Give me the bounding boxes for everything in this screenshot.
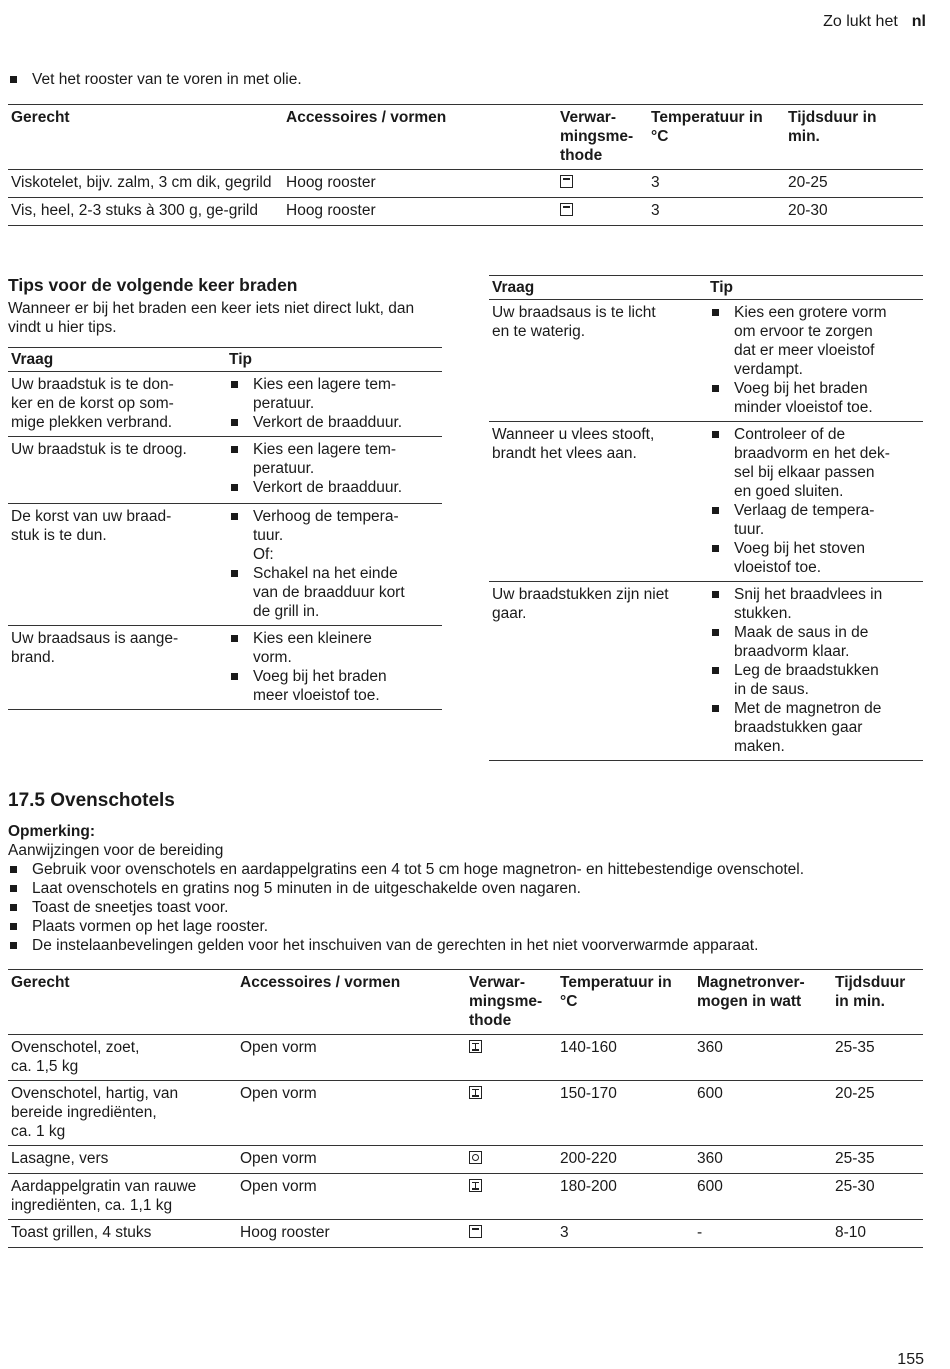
list-item: Plaats vormen op het lage rooster. <box>8 917 938 936</box>
col-header: Tip <box>226 348 442 372</box>
question-cell: Wanneer u vlees stooft, brandt het vlees aan. <box>489 422 707 582</box>
watt-cell: - <box>694 1220 832 1248</box>
accessory-cell: Open vorm <box>237 1174 466 1220</box>
accessory-cell: Open vorm <box>237 1146 466 1174</box>
hot-air-icon <box>469 1151 482 1164</box>
grill-icon <box>560 203 573 216</box>
table-row <box>8 504 442 626</box>
header-lang: nl <box>911 13 926 30</box>
col-header: Vraag <box>489 276 707 300</box>
watt-cell: 600 <box>694 1174 832 1220</box>
temp-cell: 140-160 <box>557 1035 694 1081</box>
table-row <box>8 372 442 437</box>
tip-item: Kies een lagere tem- peratuur. <box>229 375 439 413</box>
table-row <box>489 422 923 582</box>
col-header: Accessoires / vormen <box>283 105 557 170</box>
temp-cell: 3 <box>557 1220 694 1248</box>
question-cell: Uw braadsaus is aange- brand. <box>8 626 226 710</box>
or-label: Of: <box>253 546 274 563</box>
table-row <box>8 437 442 504</box>
accessory-cell: Hoog rooster <box>283 198 557 226</box>
page-number: 155 <box>897 1351 924 1368</box>
col-header: Temperatuur in °C <box>648 105 785 170</box>
time-cell: 8-10 <box>832 1220 923 1248</box>
time-cell: 25-35 <box>832 1035 923 1081</box>
tip-item: Met de magnetron de braadstukken gaar maken. <box>710 699 920 756</box>
temp-cell: 3 <box>648 170 785 198</box>
col-header: Tijdsduur in min. <box>785 105 923 170</box>
question-cell: Uw braadsaus is te licht en te waterig. <box>489 300 707 422</box>
col-header: Verwar- mingsme- thode <box>466 970 557 1035</box>
question-cell: De korst van uw braad- stuk is te dun. <box>8 504 226 626</box>
dish-cell: Vis, heel, 2-3 stuks à 300 g, ge-grild <box>8 198 283 226</box>
tip-item: Voeg bij het stoven vloeistof toe. <box>710 539 920 577</box>
tip-item: Voeg bij het braden meer vloeistof toe. <box>229 667 439 705</box>
tip-item: Leg de braadstukken in de saus. <box>710 661 920 699</box>
top-bottom-heat-icon <box>469 1179 482 1192</box>
tip-item: Kies een kleinere vorm. <box>229 629 439 667</box>
accessory-cell: Open vorm <box>237 1081 466 1146</box>
tip-item: Schakel na het einde van de braadduur kort de grill in. <box>229 564 439 621</box>
time-cell: 20-25 <box>832 1081 923 1146</box>
table-row <box>8 1146 923 1174</box>
table-row <box>489 300 923 422</box>
col-header: Magnetronver- mogen in watt <box>694 970 832 1035</box>
question-cell: Uw braadstuk is te droog. <box>8 437 226 504</box>
col-header: Temperatuur in °C <box>557 970 694 1035</box>
tip-item: Verkort de braadduur. <box>229 478 439 497</box>
temp-cell: 3 <box>648 198 785 226</box>
dish-cell: Ovenschotel, zoet, ca. 1,5 kg <box>8 1035 237 1081</box>
tips-table-right <box>489 275 923 761</box>
tip-item: Verkort de braadduur. <box>229 413 439 432</box>
list-item: De instelaanbevelingen gelden voor het inschuiven van de gerechten in het niet voorverwarmde apparaat. <box>8 936 938 955</box>
tip-item: Verlaag de tempera- tuur. <box>710 501 920 539</box>
list-item: Toast de sneetjes toast voor. <box>8 898 938 917</box>
grill-icon <box>560 175 573 188</box>
temp-cell: 200-220 <box>557 1146 694 1174</box>
time-cell: 20-25 <box>785 170 923 198</box>
tip-item: Kies een grotere vorm om ervoor te zorgen dat er meer vloeistof verdampt. <box>710 303 920 379</box>
accessory-cell: Open vorm <box>237 1035 466 1081</box>
table-row <box>8 1174 923 1220</box>
time-cell: 25-30 <box>832 1174 923 1220</box>
tip-item: Voeg bij het braden minder vloeistof toe. <box>710 379 920 417</box>
top-bullet: Vet het rooster van te voren in met olie. <box>8 70 950 89</box>
table-row <box>8 1081 923 1146</box>
tip-item: Controleer of de braadvorm en het dek- sel bij elkaar passen en goed sluiten. <box>710 425 920 501</box>
watt-cell: 360 <box>694 1035 832 1081</box>
grill-icon <box>469 1225 482 1238</box>
dish-cell: Ovenschotel, hartig, van bereide ingrediënten, ca. 1 kg <box>8 1081 237 1146</box>
question-cell: Uw braadstuk is te don- ker en de korst op som- mige plekken verbrand. <box>8 372 226 437</box>
col-header: Verwar- mingsme- thode <box>557 105 648 170</box>
watt-cell: 360 <box>694 1146 832 1174</box>
accessory-cell: Hoog rooster <box>237 1220 466 1248</box>
note-label: Opmerking: <box>8 823 95 840</box>
table-header-row <box>8 105 923 170</box>
header-section: Zo lukt het <box>823 13 898 30</box>
table-row <box>8 170 923 198</box>
tips-table-left <box>8 347 442 710</box>
table-header-row <box>8 348 442 372</box>
note-intro: Aanwijzingen voor de bereiding <box>8 842 224 859</box>
col-header: Tijdsduur in min. <box>832 970 923 1035</box>
table-header-row <box>489 276 923 300</box>
accessory-cell: Hoog rooster <box>283 170 557 198</box>
tip-item: Snij het braadvlees in stukken. <box>710 585 920 623</box>
watt-cell: 600 <box>694 1081 832 1146</box>
casserole-table <box>8 969 923 1248</box>
col-header: Vraag <box>8 348 226 372</box>
col-header: Accessoires / vormen <box>237 970 466 1035</box>
list-item: Gebruik voor ovenschotels en aardappelgratins een 4 tot 5 cm hoge magnetron- en hittebestendige ovenschotel. <box>8 860 938 879</box>
note-bullets <box>8 860 938 955</box>
tips-intro: Wanneer er bij het braden een keer iets niet direct lukt, dan vindt u hier tips. <box>8 300 415 336</box>
dish-cell: Toast grillen, 4 stuks <box>8 1220 237 1248</box>
time-cell: 20-30 <box>785 198 923 226</box>
table-row <box>8 1035 923 1081</box>
table-header-row <box>8 970 923 1035</box>
temp-cell: 150-170 <box>557 1081 694 1146</box>
question-cell: Uw braadstukken zijn niet gaar. <box>489 582 707 761</box>
table-row <box>8 198 923 226</box>
table-row <box>8 626 442 710</box>
col-header: Gerecht <box>8 970 237 1035</box>
page-header <box>823 12 926 31</box>
table-row <box>8 1220 923 1248</box>
top-bottom-heat-icon <box>469 1086 482 1099</box>
grill-table <box>8 104 923 226</box>
col-header: Tip <box>707 276 923 300</box>
table-row <box>489 582 923 761</box>
temp-cell: 180-200 <box>557 1174 694 1220</box>
tip-item: Maak de saus in de braadvorm klaar. <box>710 623 920 661</box>
tip-item: Kies een lagere tem- peratuur. <box>229 440 439 478</box>
tip-item: Verhoog de tempera- tuur. <box>229 507 439 545</box>
dish-cell: Viskotelet, bijv. zalm, 3 cm dik, gegrild <box>8 170 283 198</box>
tips-title: Tips voor de volgende keer braden <box>8 275 298 295</box>
top-bottom-heat-icon <box>469 1040 482 1053</box>
col-header: Gerecht <box>8 105 283 170</box>
dish-cell: Lasagne, vers <box>8 1146 237 1174</box>
time-cell: 25-35 <box>832 1146 923 1174</box>
section-title: 17.5 Ovenschotels <box>8 790 175 811</box>
dish-cell: Aardappelgratin van rauwe ingrediënten, ca. 1,1 kg <box>8 1174 237 1220</box>
list-item: Laat ovenschotels en gratins nog 5 minuten in de uitgeschakelde oven nagaren. <box>8 879 938 898</box>
